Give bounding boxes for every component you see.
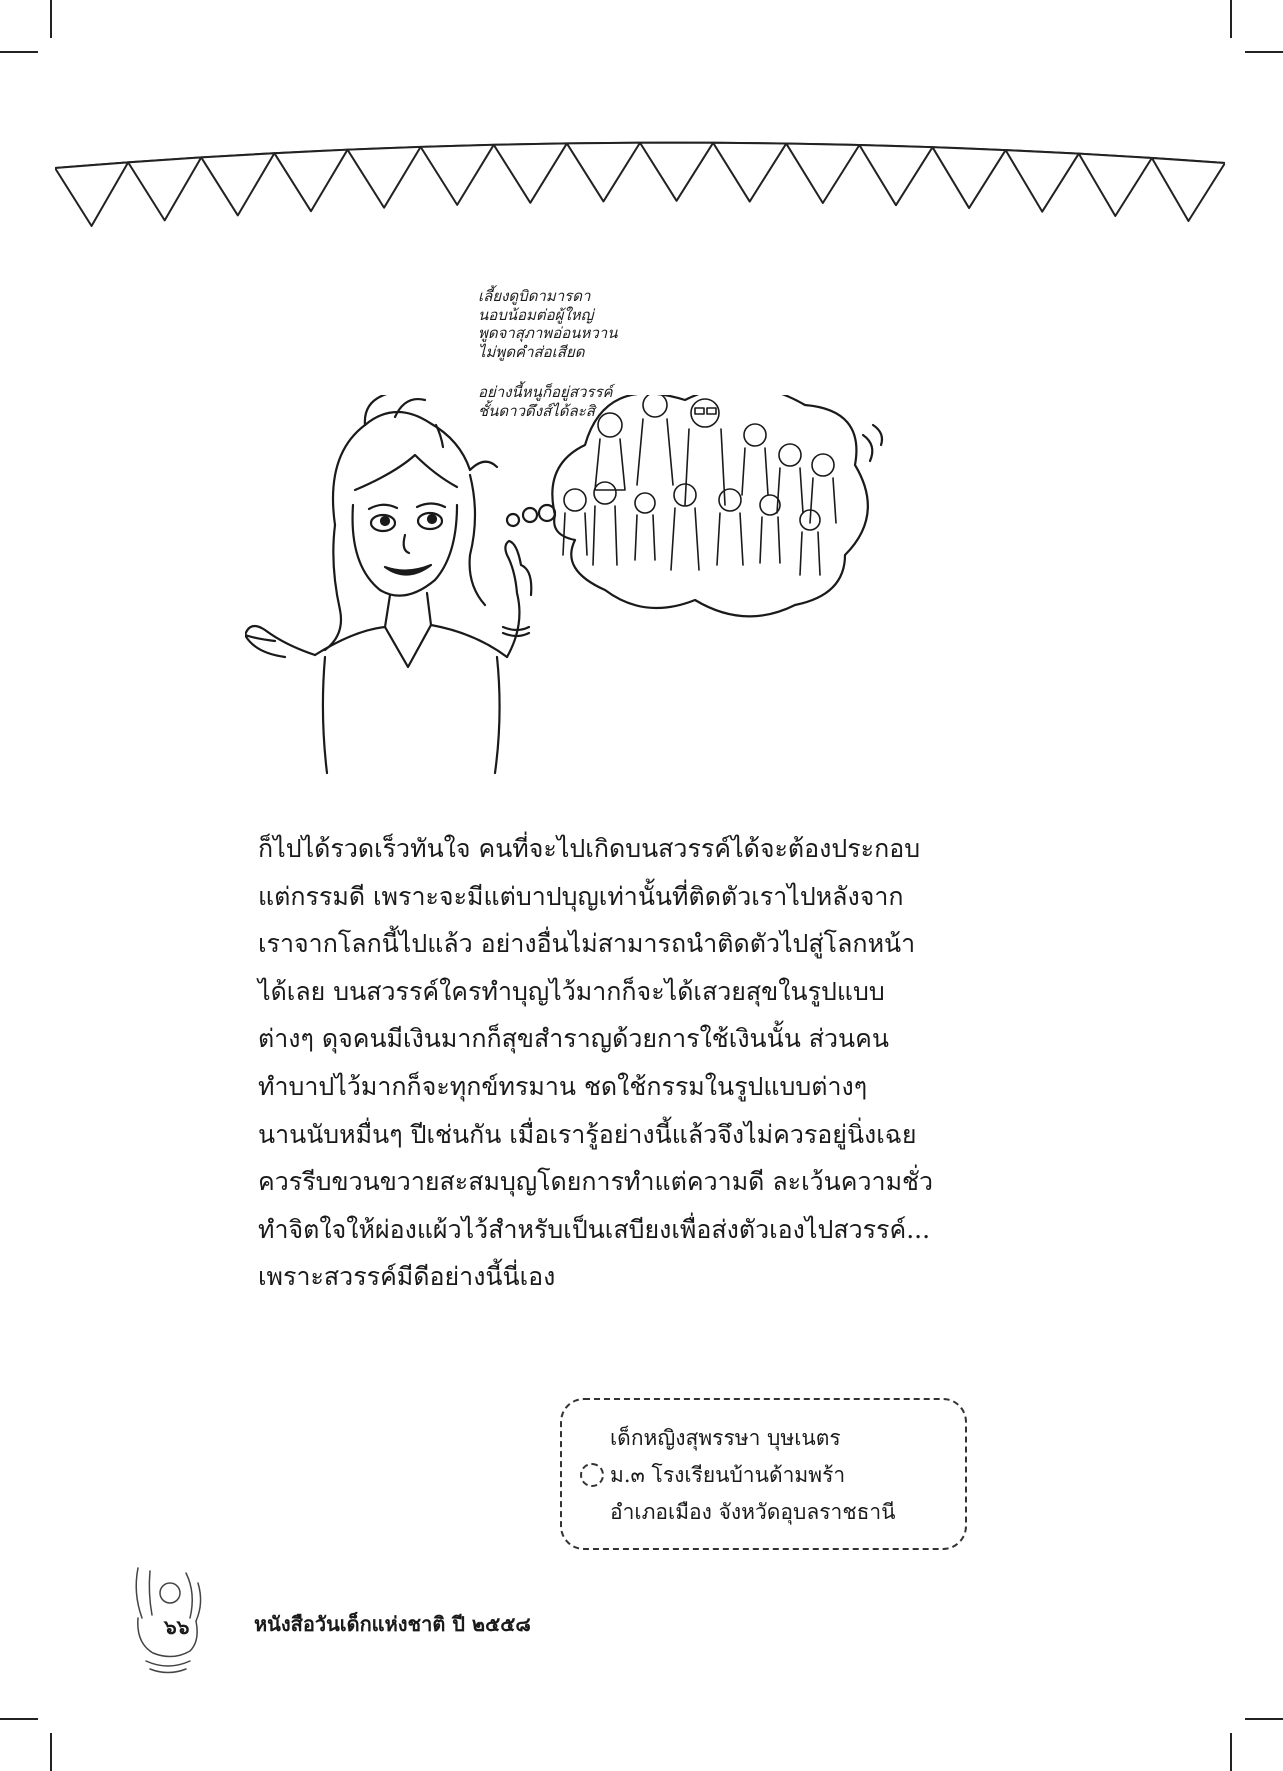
body-line: นานนับหมื่นๆ ปีเช่นกัน เมื่อเรารู้อย่างนี้แล้วจึงไม่ควรอยู่นิ่งเฉย [258,1119,917,1149]
body-line: ทำบาปไว้มากก็จะทุกข์ทรมาน ชดใช้กรรมในรูปแบบต่างๆ [258,1071,868,1101]
bunting-flag [713,143,786,202]
author-location: อำเภอเมือง จังหวัดอุบลราชธานี [610,1500,896,1524]
dashed-circle-icon [580,1463,604,1487]
author-school: ม.๓ โรงเรียนบ้านด้ามพร้า [610,1463,846,1487]
bunting-flag [567,143,640,202]
body-line: ควรรีบขวนขวายสะสมบุญโดยการทำแต่ความดี ละเว้นความชั่ว [258,1167,934,1197]
speech-line: เลี้ยงดูบิดามารดา [478,287,591,305]
body-line: เพราะสวรรค์มีดีอย่างนี้นี่เอง [258,1262,556,1292]
bunting-flag [348,147,421,208]
bunting-flag [1079,154,1152,216]
bunting-flag [421,145,494,205]
body-line: ได้เลย บนสวรรค์ใครทำบุญไว้มากก็จะได้เสวยสุขในรูปแบบ [258,976,885,1006]
body-line: ต่างๆ ดุจคนมีเงินมากก็สุขสำราญด้วยการใช้เงินนั้น ส่วนคน [258,1024,889,1054]
bunting-flag [640,143,713,201]
crop-mark-top-left-h [0,51,38,53]
crop-mark-top-right-h [1245,51,1283,53]
crop-mark-top-right-v [1230,0,1232,38]
author-credit-box [560,1398,967,1550]
bunting-flag [201,153,274,215]
bunting-decoration [55,130,1225,250]
page-number: ๖๖ [164,1615,190,1639]
bunting-flag [55,162,128,226]
speech-line: ไม่พูดคำส่อเสียด [478,342,585,361]
bunting-flag [1152,158,1225,221]
body-line: ก็ไปได้รวดเร็วทันใจ คนที่จะไปเกิดบนสวรรค์ได้จะต้องประกอบ [258,834,921,863]
girl-thinking-illustration [245,395,965,775]
crop-mark-bottom-left-h [0,1718,38,1720]
bunting-flag [859,145,932,205]
speech-line: อย่างนี้หนูก็อยู่สวรรค์ [478,383,613,401]
bunting-flag [494,143,567,202]
bunting-flag [128,157,201,220]
bunting-flag [1006,150,1079,212]
bunting-flag [786,144,859,203]
crop-mark-bottom-right-h [1245,1718,1283,1720]
bunting-flag [933,147,1006,208]
body-paragraph [258,825,968,1301]
body-line: ทำจิตใจให้ผ่องแผ้วไว้สำหรับเป็นเสบียงเพื่อส่งตัวเองไปสวรรค์... [258,1214,931,1244]
speech-line: ชั้นดาวดึงส์ได้ละสิ [478,401,595,420]
speech-line: นอบน้อมต่อผู้ใหญ่ [478,305,594,324]
body-line: แต่กรรมดี เพราะจะมีแต่บาปบุญเท่านั้นที่ติดตัวเราไปหลังจาก [258,881,904,911]
running-title: หนังสือวันเด็กแห่งชาติ ปี ๒๕๕๘ [254,1612,531,1636]
author-name: เด็กหญิงสุพรรษา บุษเนตร [610,1426,841,1450]
bunting-flag [274,150,347,212]
speech-line: พูดจาสุภาพอ่อนหวาน [478,324,618,342]
crop-mark-bottom-left-v [50,1733,52,1771]
body-line: เราจากโลกนี้ไปแล้ว อย่างอื่นไม่สามารถนำติดตัวไปสู่โลกหน้า [258,929,916,959]
crop-mark-bottom-right-v [1230,1733,1232,1771]
crop-mark-top-left-v [50,0,52,38]
